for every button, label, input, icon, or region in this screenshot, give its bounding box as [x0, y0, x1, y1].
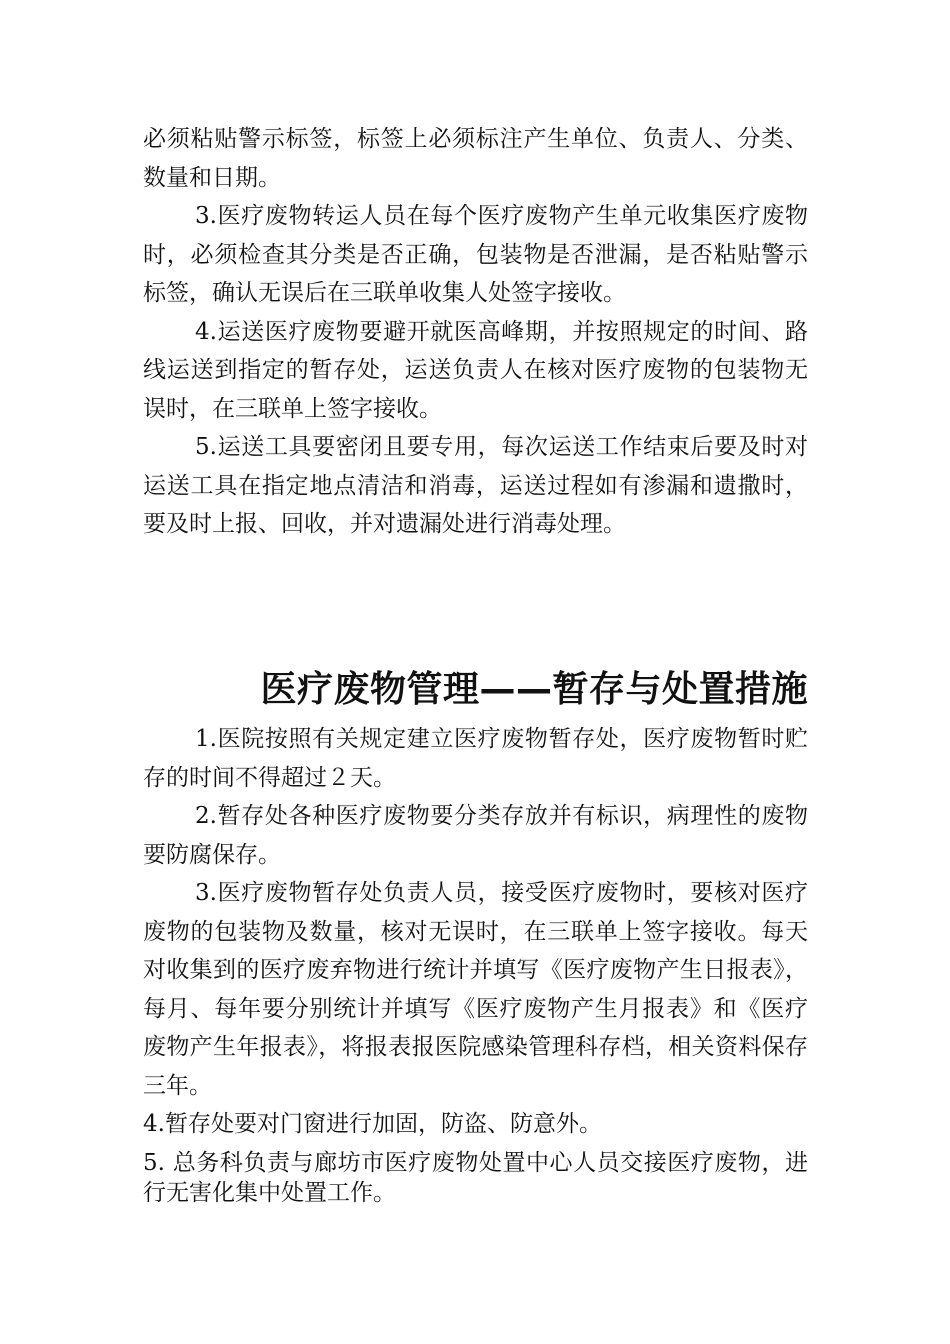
section-title: 医疗废物管理——暂存与处置措施 [260, 669, 808, 710]
paragraph-item-3: 3.医疗废物暂存处负责人员，接受医疗废物时，要核对医疗废物的包装物及数量，核对无误时，在三联单上签字接收。每天对收集到的医疗废弃物进行统计并填写《医疗废物产生日报表》，每月、每年要分别统计并填写《医疗废物产生月报表》和《医疗废物产生年报表》，将报表报医院感染管理科存档，相关资料保存三年。 [143, 880, 808, 1099]
paragraph-item-4: 4.暂存处要对门窗进行加固，防盗、防意外。 [143, 1111, 602, 1137]
paragraph-item-5: 5.运送工具要密闭且要专用，每次运送工作结束后要及时对运送工具在指定地点清洁和消毒，运送过程如有渗漏和遗撒时，要及时上报、回收，并对遗漏处进行消毒处理。 [143, 434, 808, 537]
paragraph-item-2: 2.暂存处各种医疗废物要分类存放并有标识，病理性的废物要防腐保存。 [143, 803, 808, 868]
transport-section [143, 120, 808, 544]
paragraph-item-5: 5. 总务科负责与廊坊市医疗废物处置中心人员交接医疗废物，进行无害化集中处置工作。 [143, 1149, 808, 1206]
paragraph-item-4: 4.运送医疗废物要避开就医高峰期，并按照规定的时间、路线运送到指定的暂存处，运送负责人在核对医疗废物的包装物无误时，在三联单上签字接收。 [143, 318, 808, 422]
paragraph-item-1: 1.医院按照有关规定建立医疗废物暂存处，医疗废物暂时贮存的时间不得超过２天。 [143, 726, 808, 791]
paragraph-item-3: 3.医疗废物转运人员在每个医疗废物产生单元收集医疗废物时，必须检查其分类是否正确，包装物是否泄漏，是否粘贴警示标签，确认无误后在三联单收集人处签字接收。 [143, 203, 808, 306]
paragraph-continued: 必须粘贴警示标签，标签上必须标注产生单位、负责人、分类、数量和日期。 [143, 126, 808, 191]
storage-section [143, 664, 808, 1208]
